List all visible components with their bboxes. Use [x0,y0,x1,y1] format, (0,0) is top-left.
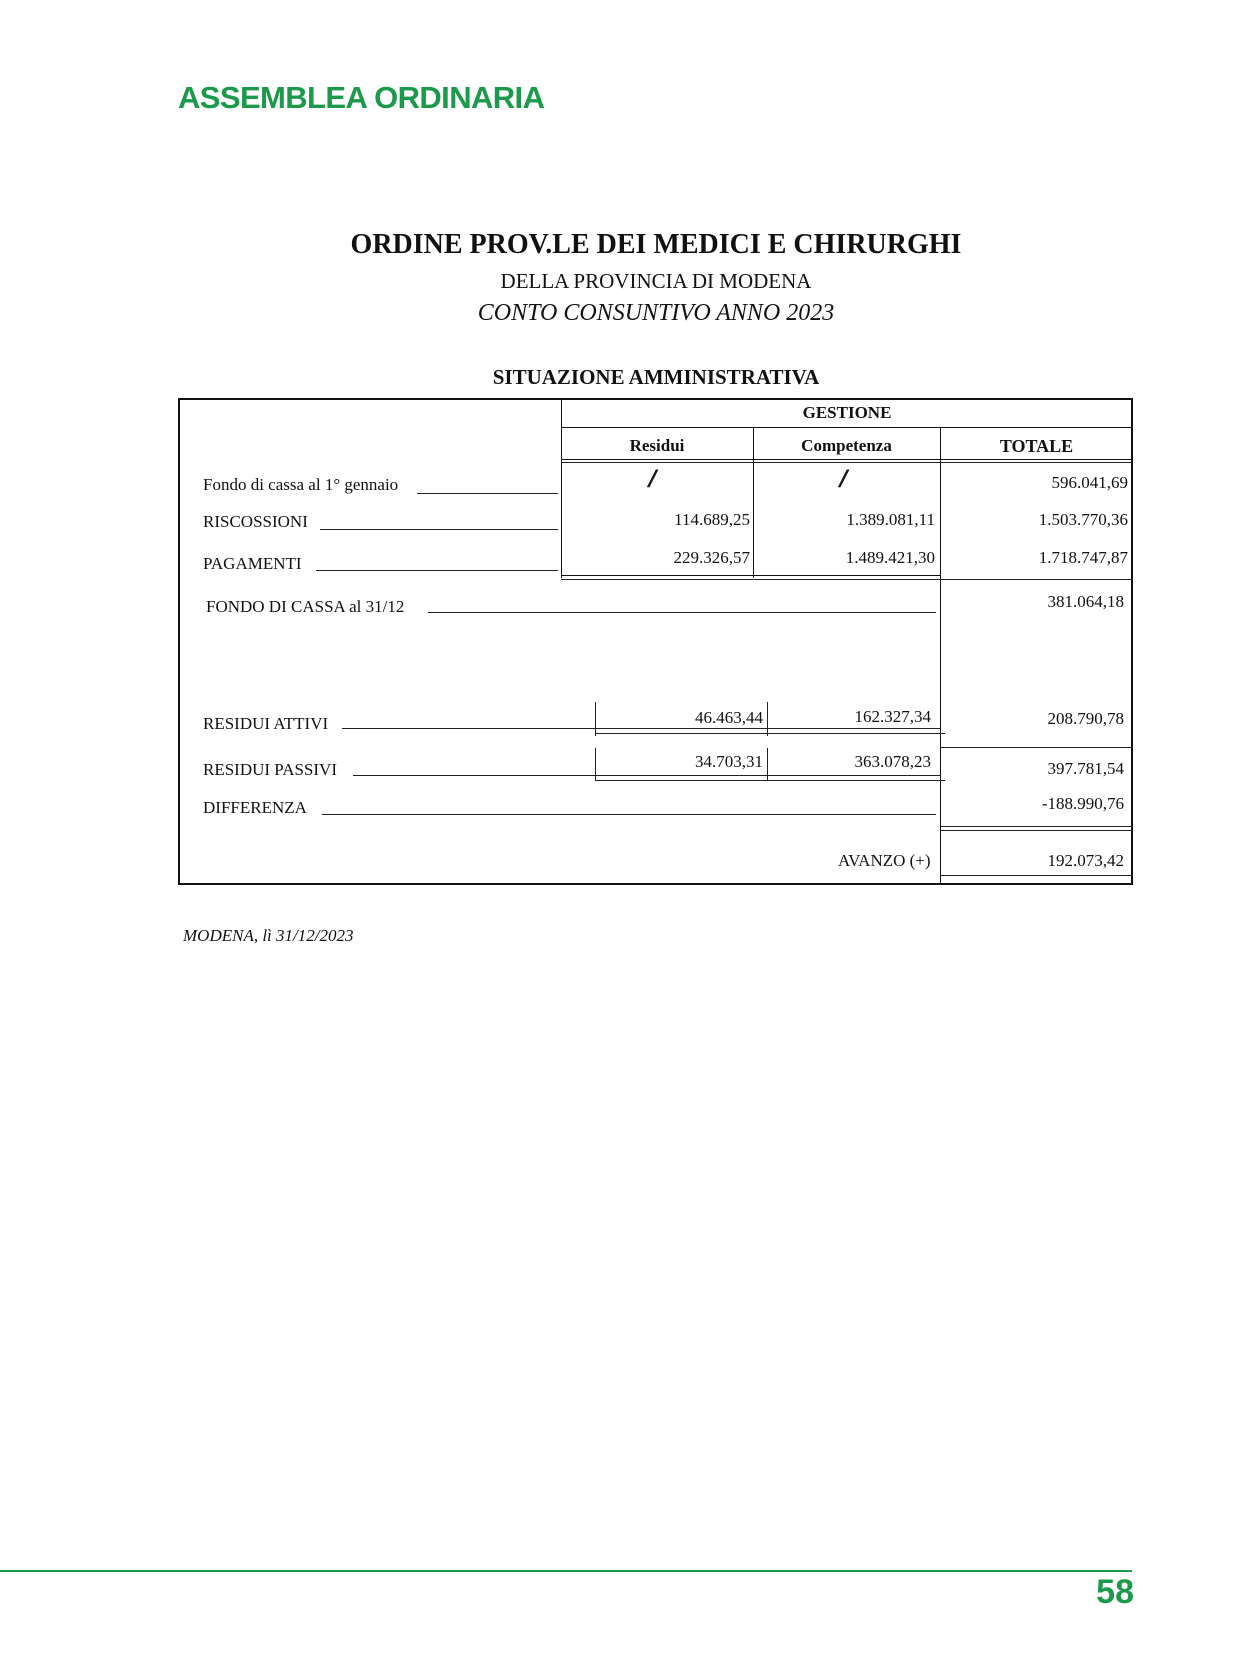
competenza-riscossioni: 1.389.081,11 [846,510,935,529]
leader-line [320,529,558,530]
row-label-differenza: DIFFERENZA [203,798,307,817]
row-label-residui-passivi: RESIDUI PASSIVI [203,760,337,779]
place-date: MODENA, lì 31/12/2023 [183,926,354,945]
leader-line [322,814,936,815]
grid-line [561,579,1133,580]
grid-line [940,826,1133,827]
row-label-fondo-dicembre: FONDO DI CASSA al 31/12 [206,597,405,616]
row-label-fondo-gennaio: Fondo di cassa al 1° gennaio [203,475,399,494]
totale-residui-passivi: 397.781,54 [1047,759,1124,778]
leader-line [342,728,940,729]
footer-rule [0,1570,1132,1572]
totale-differenza: -188.990,76 [1041,794,1124,813]
totale-avanzo: 192.073,42 [1047,851,1124,870]
column-header-competenza: Competenza [801,436,892,455]
grid-line [561,459,1133,460]
residui-riscossioni: 114.689,25 [674,510,750,529]
competenza-pagamenti: 1.489.421,30 [845,548,935,567]
grid-line [940,830,1133,831]
row-label-avanzo: AVANZO (+) [838,851,931,870]
grid-line [595,780,945,781]
page-number: 58 [1096,1573,1134,1611]
residui-residui-attivi: 46.463,44 [695,708,763,727]
leader-line [353,775,940,776]
totale-riscossioni: 1.503.770,36 [1038,510,1128,529]
grid-line [561,427,1133,428]
table-title: SITUAZIONE AMMINISTRATIVA [492,365,820,389]
competenza-residui-passivi: 363.078,23 [854,752,931,771]
totale-fondo-gennaio: 596.041,69 [1051,473,1128,492]
row-label-residui-attivi: RESIDUI ATTIVI [203,714,329,733]
grid-line [595,733,945,734]
totale-pagamenti: 1.718.747,87 [1038,548,1128,567]
column-header-residui: Residui [629,436,685,455]
org-title: ORDINE PROV.LE DEI MEDICI E CHIRURGHI [350,229,962,260]
grid-line [561,462,1133,463]
totale-residui-attivi: 208.790,78 [1047,709,1124,728]
residui-residui-passivi: 34.703,31 [695,752,763,771]
grid-line [561,575,940,576]
leader-line [316,570,558,571]
grid-line [940,427,941,885]
report-title: CONTO CONSUNTIVO ANNO 2023 [477,300,835,326]
grid-line [940,747,1133,748]
row-label-riscossioni: RISCOSSIONI [203,512,308,531]
gestione-header: GESTIONE [802,403,892,422]
competenza-residui-attivi: 162.327,34 [854,707,931,726]
row-label-pagamenti: PAGAMENTI [203,554,302,573]
grid-line [940,875,1133,876]
residui-pagamenti: 229.326,57 [673,548,750,567]
totale-fondo-dicembre: 381.064,18 [1047,592,1124,611]
section-title: ASSEMBLEA ORDINARIA [178,80,545,115]
column-header-totale: TOTALE [999,436,1074,456]
leader-line [428,612,936,613]
leader-line [417,493,558,494]
residui-fondo-gennaio: // [648,464,651,493]
competenza-fondo-gennaio: // [839,464,842,493]
org-subtitle: DELLA PROVINCIA DI MODENA [500,269,812,293]
